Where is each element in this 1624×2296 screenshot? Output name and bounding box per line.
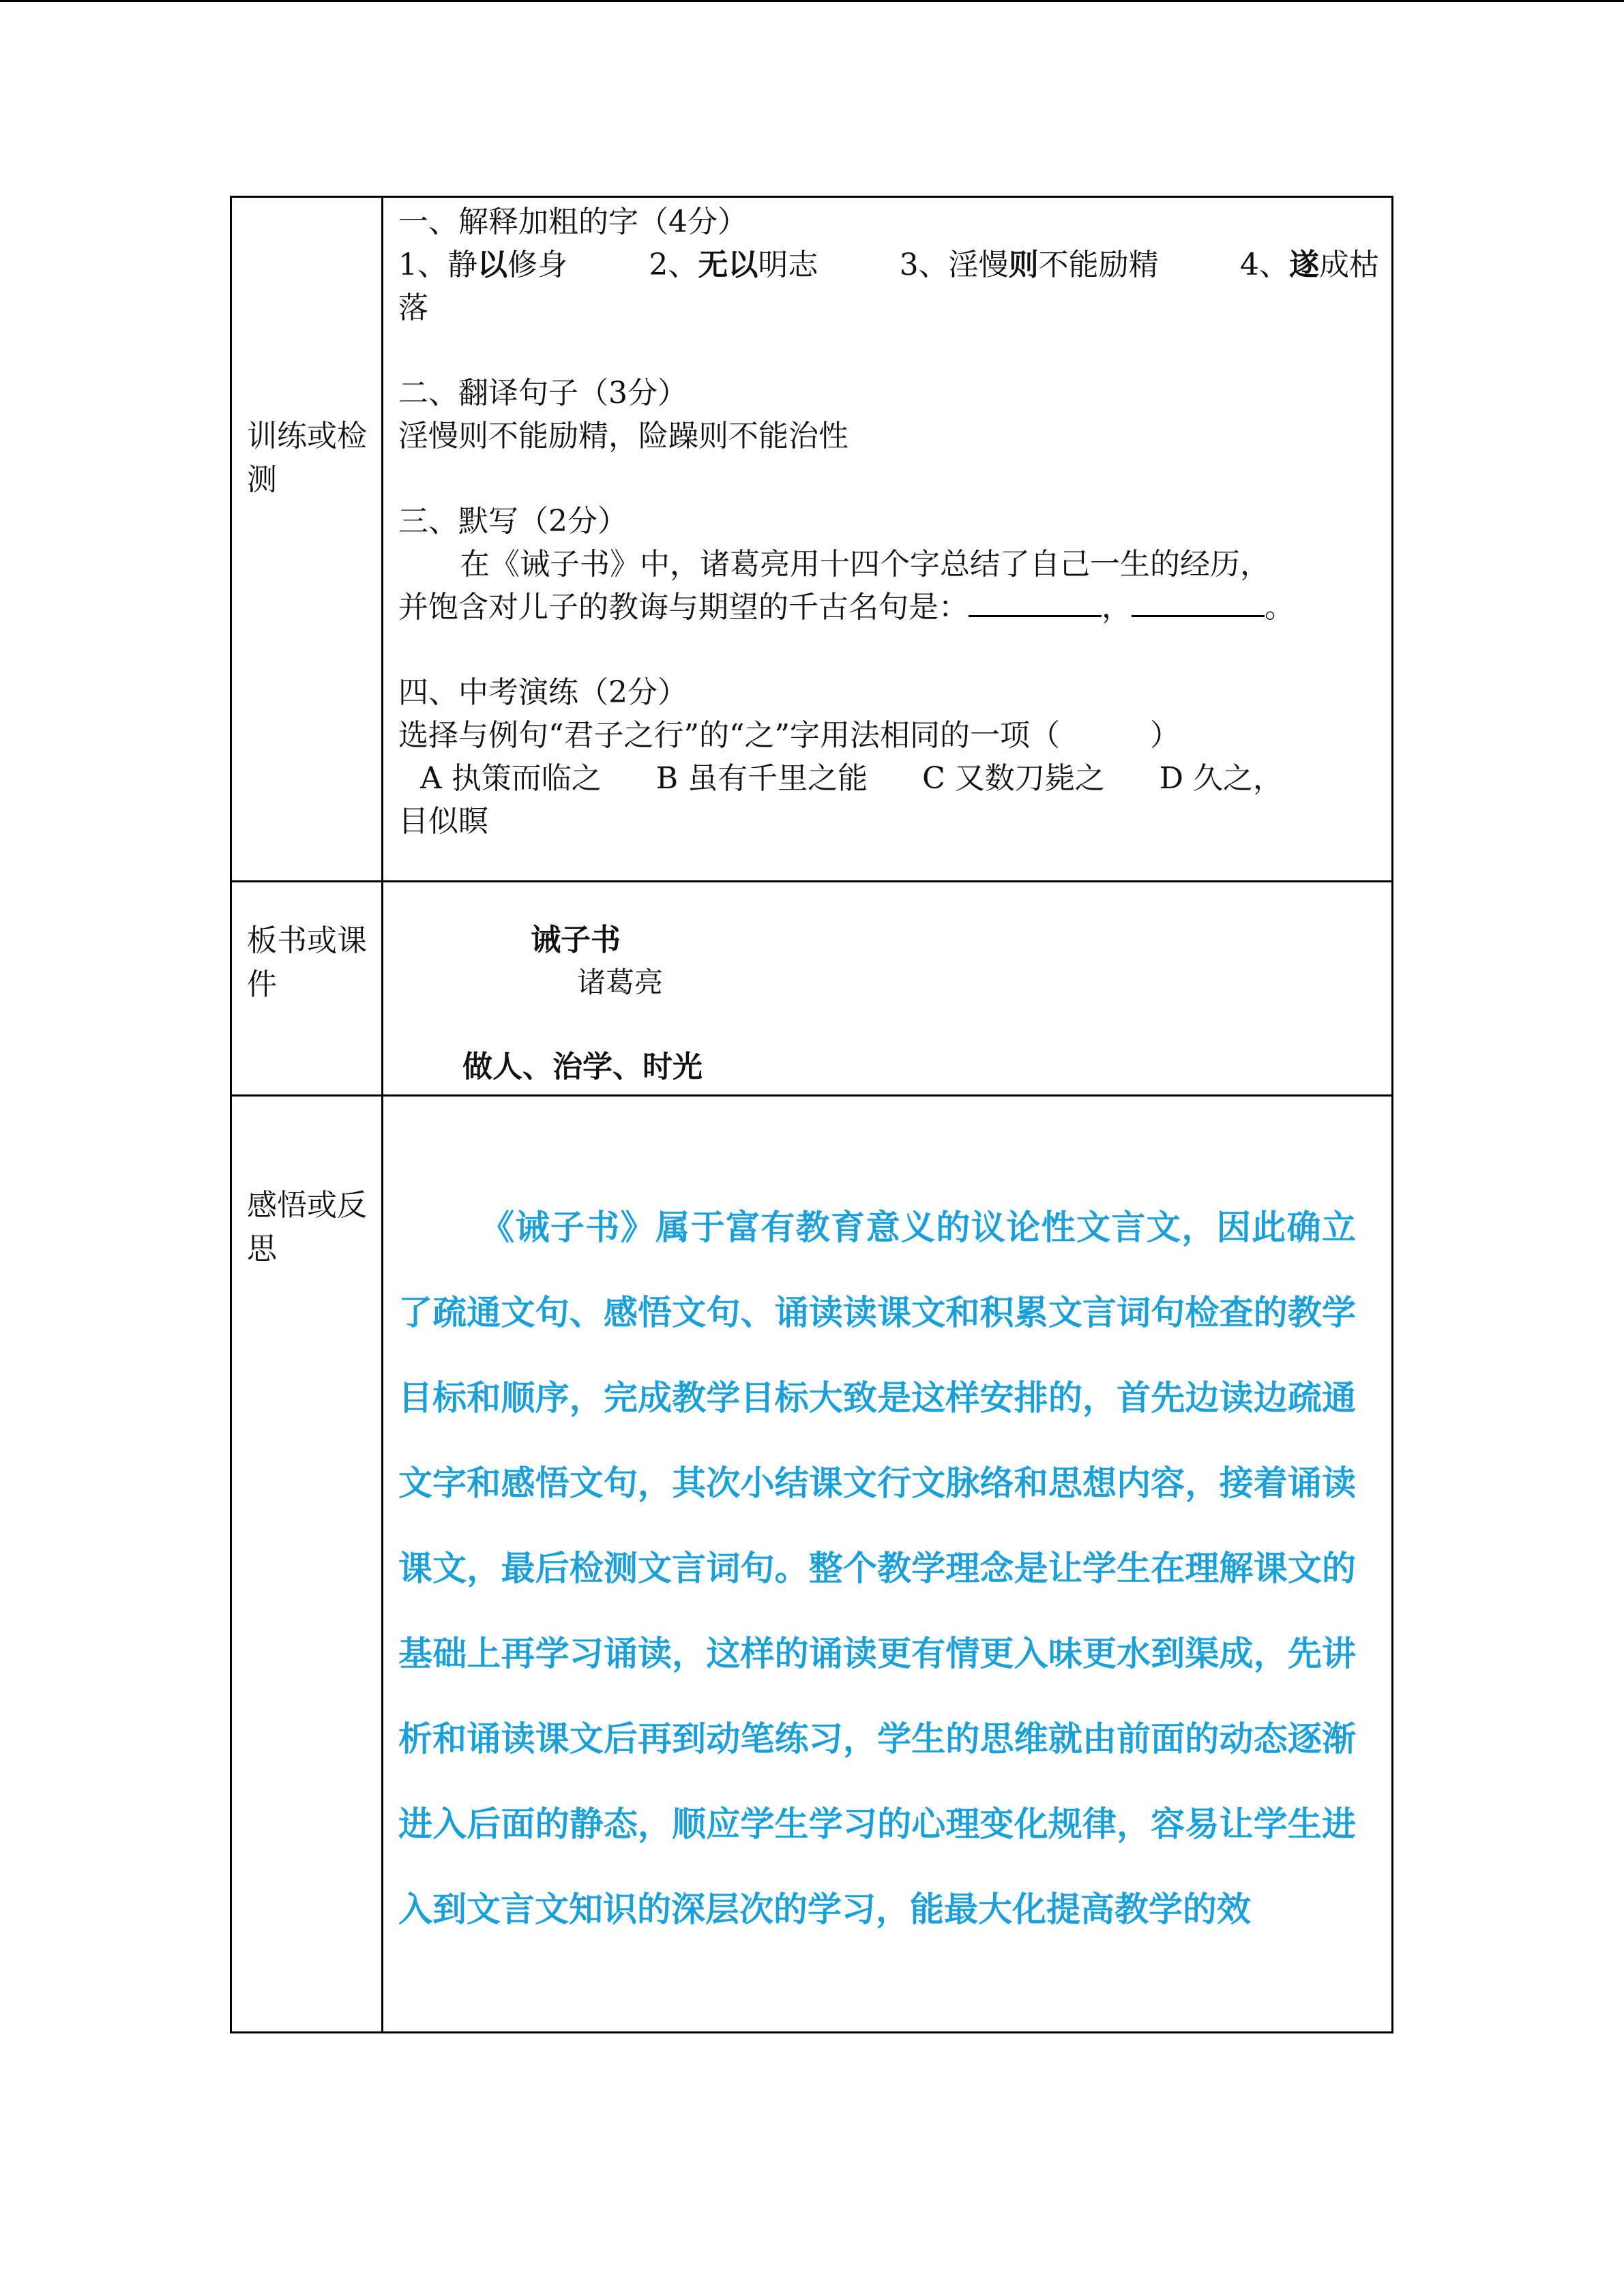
q4-option-d[interactable]: D 久之， <box>1159 761 1284 796</box>
q1-items <box>398 243 1379 286</box>
q1-item-3-bold: 则 <box>1008 248 1039 282</box>
q1-item-3: 3、淫慢则不能励精 <box>899 248 1159 282</box>
practice-label-cell <box>231 197 383 882</box>
q3-line-2: 并饱含对儿子的教诲与期望的千古名句是： ， 。 <box>398 590 1295 625</box>
board-summary: 做人、治学、时光 <box>462 1049 703 1084</box>
q4-option-b[interactable]: B 虽有千里之能 <box>655 761 868 796</box>
answer-blank-2[interactable] <box>1132 589 1265 617</box>
q1-heading: 一、解释加粗的字（4分） <box>398 205 748 239</box>
answer-blank-1[interactable] <box>969 589 1102 617</box>
q1-item-4-bold: 遂 <box>1288 248 1319 282</box>
q4-options <box>398 757 1379 800</box>
q1-item-2-bold: 无以 <box>698 248 758 282</box>
board-label: 板书或课件 <box>247 923 367 1002</box>
practice-content-cell <box>383 197 1393 882</box>
practice-row <box>231 197 1393 882</box>
q4-option-a[interactable]: A 执策而临之 <box>420 761 602 796</box>
q3-line-1: 在《诫子书》中，诸葛亮用十四个字总结了自己一生的经历， <box>460 547 1270 582</box>
q4-heading: 四、中考演练（2分） <box>398 675 688 710</box>
reflection-row <box>231 1096 1393 2033</box>
board-author: 诸葛亮 <box>577 966 664 999</box>
board-row <box>231 882 1393 1096</box>
q1-continuation: 落 <box>398 290 428 325</box>
reflection-label: 感悟或反思 <box>247 1188 367 1266</box>
reflection-text: 《诫子书》属于富有教育意义的议论性文言文，因此确立了疏通文句、感悟文句、诵读读课文和积累文言词句检查的教学目标和顺序，完成教学目标大致是这样安排的，首先边读边疏通文字和感悟文句，其次小结课文行文脉络和思想内容，接着诵读课文，最后检测文言词句。整个教学理念是让学生在理解课文的基础上再学习诵读，这样的诵读更有情更入味更水到渠成，先讲析和诵读课文后再到动笔练习，学生的思维就由前面的动态逐渐进入后面的静态，顺应学生学习的心理变化规律，容易让学生进入到文言文知识的深层次的学习，能最大化提高教学的效 <box>398 1208 1356 1929</box>
board-content-cell <box>383 882 1393 1096</box>
q2-sentence: 淫慢则不能励精，险躁则不能治性 <box>398 419 848 453</box>
q4-continuation: 目似瞑 <box>398 804 488 839</box>
q2-heading: 二、翻译句子（3分） <box>398 376 688 411</box>
lesson-plan-table <box>230 196 1393 2033</box>
board-title: 诫子书 <box>531 923 621 957</box>
reflection-label-cell <box>231 1096 383 2033</box>
q1-item-4: 4、遂成枯 <box>1239 248 1379 282</box>
practice-label: 训练或检测 <box>247 419 367 497</box>
page-top-border <box>0 0 1624 2</box>
reflection-content-cell <box>383 1096 1393 2033</box>
board-label-cell <box>231 882 383 1096</box>
q4-option-c[interactable]: C 又数刀毙之 <box>922 761 1105 796</box>
q3-heading: 三、默写（2分） <box>398 504 628 539</box>
q1-item-1-bold: 以 <box>477 248 507 282</box>
q1-item-1: 1、静以修身 <box>398 248 567 282</box>
q4-prompt: 选择与例句“君子之行”的“之”字用法相同的一项（ ） <box>398 718 1180 753</box>
q1-item-2: 2、无以明志 <box>649 248 818 282</box>
